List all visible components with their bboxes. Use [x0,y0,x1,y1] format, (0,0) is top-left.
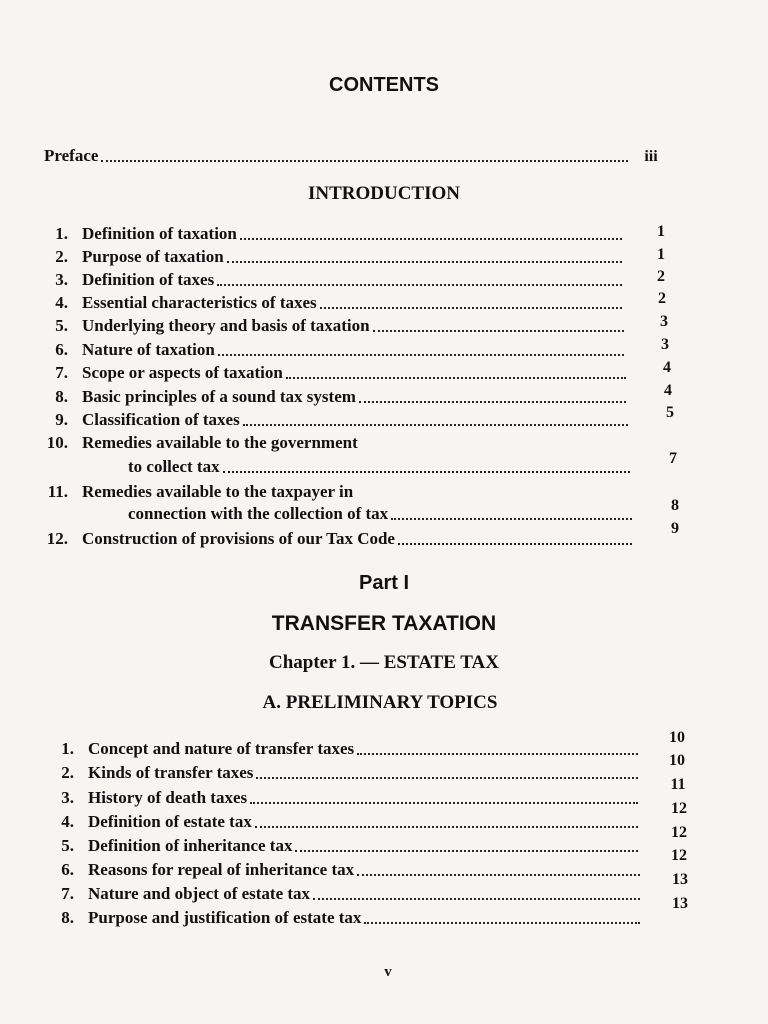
item-number: 11. [47,482,68,501]
dot-leader [101,160,628,162]
section-title: A. PRELIMINARY TOPICS [262,692,498,713]
dot-leader [256,777,638,779]
list-item [34,363,630,383]
item-title: Nature of taxation [82,340,215,359]
item-page: 13 [672,871,688,888]
item-title: Construction of provisions of our Tax Code [82,529,395,548]
item-title: Classification of taxes [82,410,240,429]
item-number: 12. [46,529,68,548]
list-item [34,224,626,244]
item-title: Purpose and justification of estate tax [88,908,362,927]
item-title: Purpose of taxation [82,247,224,266]
item-page: 2 [658,290,666,307]
item-title: Underlying theory and basis of taxation [82,316,370,335]
dot-leader [243,424,628,426]
item-number: 1. [61,739,74,758]
item-number: 10. [46,433,68,452]
dot-leader [217,284,622,286]
dot-leader [286,377,626,379]
item-title: Nature and object of estate tax [88,884,311,903]
item-page: 10 [669,729,685,746]
item-number: 8. [61,908,74,927]
dot-leader [227,261,622,263]
list-item [44,739,642,759]
list-item-continuation [128,504,636,524]
list-item [34,270,626,290]
item-page: 1 [657,246,665,263]
item-number: 2. [55,247,68,266]
item-page: 4 [663,359,671,376]
list-item [44,836,642,856]
item-title: Reasons for repeal of inheritance tax [88,860,355,879]
item-page: 4 [664,382,672,399]
item-number: 2. [61,763,74,782]
item-number: 5. [61,836,74,855]
item-title-continued: connection with the collection of tax [128,504,389,523]
item-number: 9. [55,410,68,429]
chapter-title: Chapter 1. — ESTATE TAX [269,652,499,673]
dot-leader [357,753,638,755]
list-item [34,529,636,549]
item-page: 11 [670,776,686,793]
item-number: 8. [55,387,68,406]
item-number: 4. [55,293,68,312]
list-item [44,788,642,808]
item-number: 3. [55,270,68,289]
item-title: Basic principles of a sound tax system [82,387,356,406]
item-page: 1 [657,223,665,240]
part-title: TRANSFER TAXATION [271,612,497,635]
dot-leader [255,826,638,828]
item-page: 2 [657,268,665,285]
item-number: 3. [61,788,74,807]
list-item [34,433,358,453]
item-title: History of death taxes [88,788,248,807]
item-page: 9 [671,520,679,537]
list-item [34,316,628,336]
item-title: Remedies available to the taxpayer in [82,482,354,501]
item-page: 12 [671,800,687,817]
list-item [34,293,626,313]
item-number: 7. [55,363,68,382]
item-page: 7 [669,450,677,467]
item-number: 6. [55,340,68,359]
list-item-continuation [128,457,634,477]
part-label: Part I [358,572,410,594]
item-title: Concept and nature of transfer taxes [88,739,355,758]
item-title: Definition of estate tax [88,812,252,831]
dot-leader [391,518,632,520]
list-item [44,884,644,904]
list-item [44,812,642,832]
item-title: Essential characteristics of taxes [82,293,317,312]
item-number: 6. [61,860,74,879]
item-page: 12 [671,824,687,841]
list-item [34,387,630,407]
list-item [44,860,644,880]
list-item [44,908,644,928]
preface-page: iii [644,148,658,165]
list-item [34,340,628,360]
dot-leader [223,471,630,473]
item-title: Remedies available to the government [82,433,358,452]
list-item [44,763,642,783]
item-title: Scope or aspects of taxation [82,363,283,382]
dot-leader [373,330,624,332]
item-title: Definition of taxes [82,270,215,289]
introduction-heading: INTRODUCTION [307,183,461,204]
dot-leader [250,802,638,804]
item-number: 4. [61,812,74,831]
dot-leader [295,850,638,852]
item-page: 3 [660,313,668,330]
item-number: 1. [55,224,68,243]
footer-page-number: v [384,964,392,980]
item-title: Kinds of transfer taxes [88,763,254,782]
list-item [34,482,353,502]
item-number: 5. [55,316,68,335]
dot-leader [359,401,626,403]
list-item [34,247,626,267]
item-title-continued: to collect tax [128,457,220,476]
dot-leader [398,543,632,545]
dot-leader [357,874,640,876]
item-page: 8 [671,497,679,514]
item-page: 5 [666,404,674,421]
preface-label: Preface [44,146,99,165]
item-page: 13 [672,895,688,912]
page-title: CONTENTS [329,74,439,96]
item-title: Definition of inheritance tax [88,836,293,855]
list-item [34,410,632,430]
dot-leader [320,307,622,309]
item-page: 10 [669,752,685,769]
item-page: 3 [661,336,669,353]
item-number: 7. [61,884,74,903]
item-page: 12 [671,847,687,864]
preface-row [44,146,632,166]
dot-leader [240,238,622,240]
item-title: Definition of taxation [82,224,237,243]
dot-leader [364,922,640,924]
dot-leader [218,354,624,356]
dot-leader [313,898,640,900]
